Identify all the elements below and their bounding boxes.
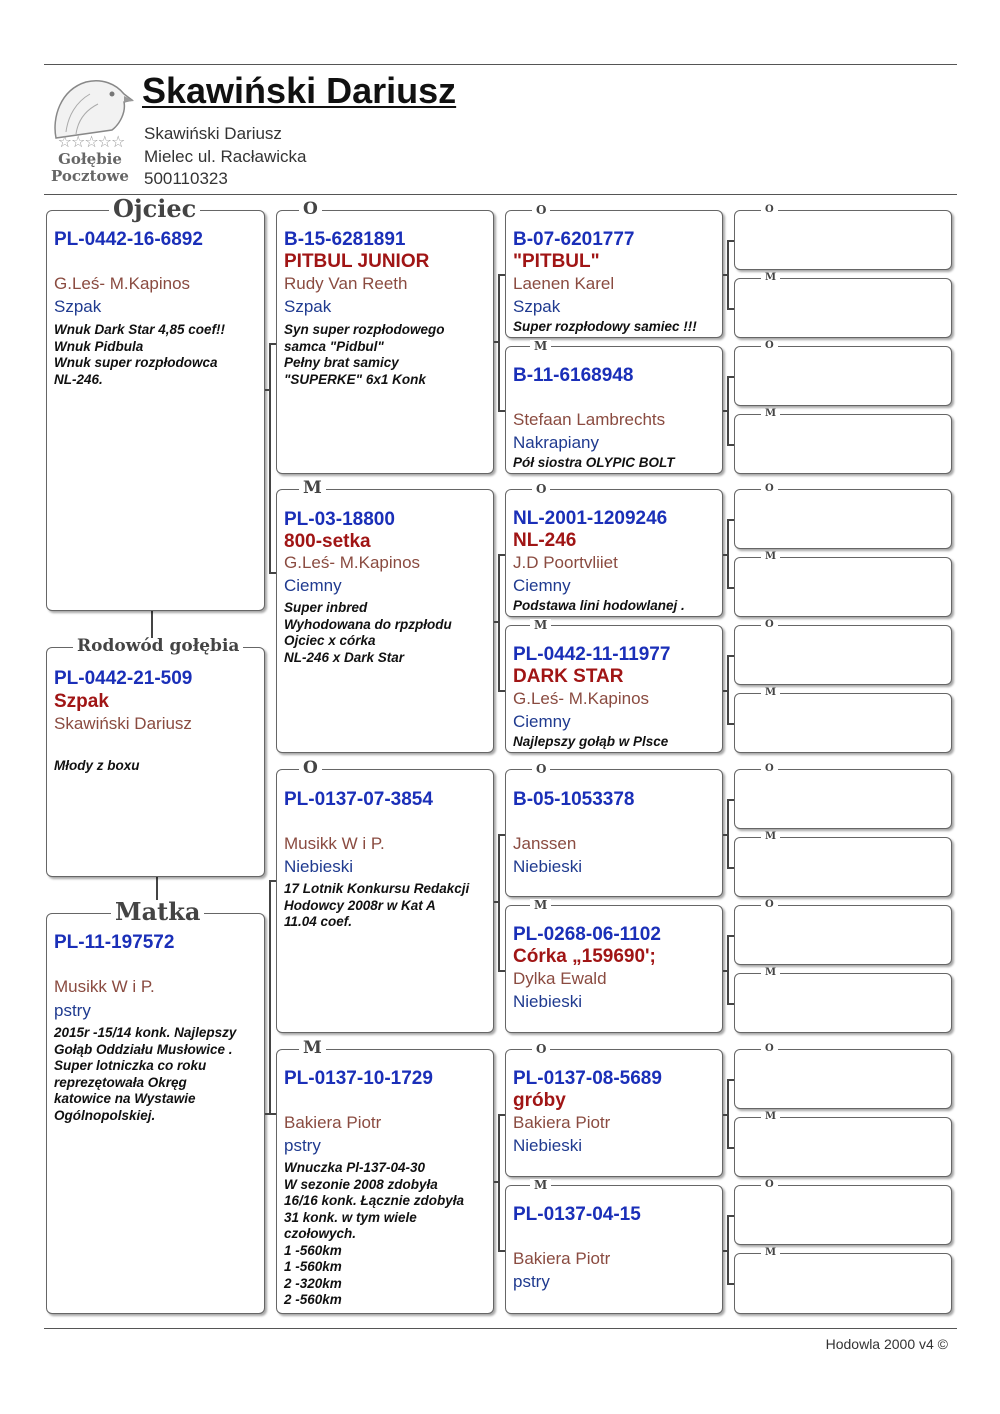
sire-label: O bbox=[299, 201, 322, 218]
pigeon-name: NL-246 bbox=[513, 530, 577, 551]
pigeon-name: Szpak bbox=[54, 691, 109, 712]
great-grandparent-card[interactable] bbox=[505, 762, 723, 897]
connector bbox=[727, 308, 734, 310]
sire-label: O bbox=[532, 483, 550, 495]
sire-label: O bbox=[761, 1180, 778, 1190]
pigeon-name: Córka „159690'; bbox=[513, 946, 656, 967]
pigeon-color: Ciemny bbox=[513, 712, 571, 731]
sire-label: O bbox=[761, 484, 778, 494]
dam-label: M bbox=[761, 273, 780, 283]
logo-text-line1: Gołębie bbox=[58, 150, 122, 168]
footer-rule bbox=[44, 1328, 957, 1329]
breeder: J.D Poortvliiet bbox=[513, 553, 618, 572]
connector bbox=[498, 554, 505, 556]
connector bbox=[498, 1114, 505, 1116]
notes bbox=[54, 1025, 260, 1124]
connector bbox=[269, 343, 276, 345]
pigeon-color: Niebieski bbox=[513, 992, 582, 1011]
breeder: Skawiński Dariusz bbox=[54, 714, 192, 733]
dam-label: M bbox=[299, 1040, 326, 1057]
dam-label: M bbox=[530, 619, 551, 631]
note-line: 17 Lotnik Konkursu Redakcji bbox=[284, 881, 470, 896]
sire-label: O bbox=[761, 764, 778, 774]
empty-ancestor-card[interactable] bbox=[734, 483, 952, 549]
logo-text-line2: Pocztowe bbox=[51, 167, 129, 185]
ring-number: B-15-6281891 bbox=[284, 229, 406, 250]
pigeon-color: Szpak bbox=[284, 297, 332, 316]
empty-ancestor-card[interactable] bbox=[734, 831, 952, 897]
breeder: Musikk W i P. bbox=[284, 834, 385, 853]
pigeon-color: Szpak bbox=[513, 297, 561, 316]
empty-ancestor-card[interactable] bbox=[734, 1043, 952, 1109]
footer-text: Hodowla 2000 v4 © bbox=[825, 1336, 948, 1352]
connector bbox=[498, 274, 505, 276]
connector bbox=[727, 1283, 734, 1285]
dam-label: M bbox=[761, 409, 780, 419]
note-line: Gołąb Oddziału Musłowice . bbox=[54, 1041, 233, 1057]
notes bbox=[284, 322, 489, 388]
connector bbox=[727, 444, 734, 446]
sire-label: O bbox=[761, 1044, 778, 1054]
note-line: Wnuk Dark Star 4,85 coef!! bbox=[54, 322, 226, 337]
connector bbox=[269, 880, 271, 1113]
connector bbox=[727, 1079, 734, 1081]
sire-label: O bbox=[761, 620, 778, 630]
notes bbox=[284, 600, 489, 666]
connector bbox=[727, 519, 729, 588]
note-line: 31 konk. w tym wiele bbox=[284, 1209, 417, 1225]
note-line: Pół siostra OLYPIC BOLT bbox=[513, 455, 675, 470]
connector bbox=[727, 655, 729, 724]
pedigree-label: Rodowód gołębia bbox=[73, 638, 243, 655]
top-rule bbox=[44, 64, 957, 65]
empty-ancestor-card[interactable] bbox=[734, 408, 952, 474]
father-label: Ojciec bbox=[109, 197, 200, 221]
great-grandparent-card[interactable] bbox=[505, 618, 723, 753]
breeder: Laenen Karel bbox=[513, 274, 615, 293]
empty-ancestor-card[interactable] bbox=[734, 687, 952, 753]
connector bbox=[498, 834, 505, 836]
empty-ancestor-card[interactable] bbox=[734, 204, 952, 270]
connector bbox=[498, 554, 500, 691]
ring-number: PL-0137-10-1729 bbox=[284, 1068, 433, 1089]
note-line: W sezonie 2008 zdobyła bbox=[284, 1176, 438, 1192]
ring-number: PL-03-18800 bbox=[284, 509, 395, 530]
ring-number: NL-2001-1209246 bbox=[513, 508, 668, 529]
note-line: Młody z boxu bbox=[54, 758, 140, 773]
pigeon-name: DARK STAR bbox=[513, 666, 624, 687]
mother-card[interactable] bbox=[46, 897, 265, 1314]
connector bbox=[727, 1003, 734, 1005]
connector bbox=[727, 935, 734, 937]
note-line: Super rozpłodowy samiec !!! bbox=[513, 319, 697, 334]
note-line: Wnuk super rozpłodowca bbox=[54, 355, 218, 370]
empty-ancestor-card[interactable] bbox=[734, 1111, 952, 1177]
grandsire-maternal-card[interactable] bbox=[276, 758, 494, 1033]
connector bbox=[727, 1215, 734, 1217]
connector bbox=[727, 799, 729, 868]
note-line: 11.04 coef. bbox=[284, 914, 353, 929]
note-line: 1 -560km bbox=[284, 1259, 342, 1274]
pigeon-color: Niebieski bbox=[513, 857, 582, 876]
pigeon-color: Nakrapiany bbox=[513, 433, 599, 452]
empty-ancestor-card[interactable] bbox=[734, 619, 952, 685]
sire-label: O bbox=[532, 763, 550, 775]
pigeon-color: Niebieski bbox=[284, 857, 353, 876]
sire-label: O bbox=[532, 1043, 550, 1055]
page-title: Skawiński Dariusz bbox=[142, 70, 457, 111]
empty-ancestor-card[interactable] bbox=[734, 1247, 952, 1314]
connector bbox=[727, 867, 734, 869]
sire-label: O bbox=[761, 341, 778, 351]
breeder: Janssen bbox=[513, 834, 577, 853]
dam-label: M bbox=[299, 480, 326, 497]
pigeon-name: PITBUL JUNIOR bbox=[284, 251, 430, 272]
dam-label: M bbox=[761, 968, 780, 978]
breeder: Stefaan Lambrechts bbox=[513, 410, 666, 429]
breeder: G.Leś- M.Kapinos bbox=[513, 689, 650, 708]
breeder: Musikk W i P. bbox=[54, 977, 155, 996]
great-grandparent-card[interactable] bbox=[505, 482, 723, 617]
pigeon-color: Ciemny bbox=[513, 576, 571, 595]
breeder: Bakiera Piotr bbox=[513, 1249, 611, 1268]
pigeon-color: pstry bbox=[284, 1136, 321, 1155]
owner-number: 500110323 bbox=[144, 169, 228, 188]
subject-card[interactable] bbox=[46, 636, 265, 877]
note-line: Wnuczka Pl-137-04-30 bbox=[284, 1160, 426, 1175]
pigeon-color: Szpak bbox=[54, 297, 102, 316]
connector bbox=[269, 572, 276, 574]
empty-ancestor-card[interactable] bbox=[734, 340, 952, 406]
sire-label: O bbox=[761, 900, 778, 910]
connector bbox=[727, 1079, 729, 1148]
dam-label: M bbox=[530, 340, 551, 352]
note-line: 2015r -15/14 konk. Najlepszy bbox=[54, 1025, 237, 1040]
note-line: Pełny brat samicy bbox=[284, 355, 399, 370]
notes bbox=[54, 758, 260, 775]
connector bbox=[727, 799, 734, 801]
pigeon-color: Niebieski bbox=[513, 1136, 582, 1155]
father-card[interactable] bbox=[46, 194, 265, 611]
empty-ancestor-card[interactable] bbox=[734, 272, 952, 338]
connector bbox=[727, 1215, 729, 1284]
empty-ancestor-card[interactable] bbox=[734, 1179, 952, 1245]
granddam-paternal-card[interactable] bbox=[276, 478, 494, 753]
connector bbox=[727, 519, 734, 521]
connector bbox=[727, 655, 734, 657]
connector bbox=[727, 1147, 734, 1149]
note-line: 16/16 konk. Łącznie zdobyła bbox=[284, 1193, 465, 1208]
dam-label: M bbox=[761, 1112, 780, 1122]
owner-address: Mielec ul. Racławicka bbox=[144, 147, 307, 166]
connector bbox=[727, 376, 729, 445]
owner-name: Skawiński Dariusz bbox=[144, 124, 282, 143]
ring-number: PL-0137-04-15 bbox=[513, 1204, 641, 1225]
note-line: 1 -560km bbox=[284, 1242, 342, 1258]
breeder: Rudy Van Reeth bbox=[284, 274, 408, 293]
pigeon-color: pstry bbox=[54, 1001, 91, 1020]
connector bbox=[727, 240, 729, 309]
connector bbox=[498, 274, 500, 411]
ring-number: PL-0442-11-11977 bbox=[513, 644, 671, 665]
dam-label: M bbox=[761, 552, 780, 562]
connector bbox=[498, 1250, 505, 1252]
connector bbox=[269, 880, 276, 882]
note-line: "SUPERKE" 6x1 Konk bbox=[284, 371, 426, 387]
breeder: G.Leś- M.Kapinos bbox=[54, 274, 191, 293]
dam-label: M bbox=[761, 688, 780, 698]
connector bbox=[498, 834, 500, 971]
dam-label: M bbox=[530, 1179, 551, 1191]
ring-number: PL-11-197572 bbox=[54, 932, 175, 953]
empty-ancestor-card[interactable] bbox=[734, 763, 952, 829]
pigeon-name: "PITBUL" bbox=[513, 251, 600, 272]
ring-number: B-07-6201777 bbox=[513, 229, 635, 250]
dam-label: M bbox=[530, 899, 551, 911]
ring-number: PL-0442-21-509 bbox=[54, 668, 193, 689]
note-line: Ojciec x córka bbox=[284, 633, 376, 648]
connector bbox=[498, 970, 505, 972]
pigeon-name: gróby bbox=[513, 1090, 566, 1111]
connector bbox=[498, 1114, 500, 1251]
connector bbox=[269, 1113, 276, 1115]
great-grandparent-card[interactable] bbox=[505, 339, 723, 474]
great-grandparent-card[interactable] bbox=[505, 898, 723, 1033]
note-line: Najlepszy gołąb w Plsce bbox=[513, 734, 669, 749]
empty-ancestor-card[interactable] bbox=[734, 967, 952, 1033]
breeder: Bakiera Piotr bbox=[513, 1113, 611, 1132]
mother-label: Matka bbox=[111, 900, 204, 924]
great-grandparent-card[interactable] bbox=[505, 203, 723, 338]
note-line: NL-246 x Dark Star bbox=[284, 649, 405, 665]
connector bbox=[727, 587, 734, 589]
note-line: Syn super rozpłodowego bbox=[284, 322, 445, 337]
note-line: Wyhodowana do rpzpłodu bbox=[284, 616, 452, 632]
pigeon-color: Ciemny bbox=[284, 576, 342, 595]
pigeon-name: 800-setka bbox=[284, 531, 371, 552]
connector bbox=[269, 343, 271, 573]
stars-row: ☆☆☆☆☆ bbox=[57, 134, 125, 151]
note-line: NL-246. bbox=[54, 371, 103, 387]
connector bbox=[727, 376, 734, 378]
grandsire-paternal-card[interactable] bbox=[276, 199, 494, 474]
notes bbox=[54, 322, 260, 388]
pigeon-color: pstry bbox=[513, 1272, 550, 1291]
connector bbox=[727, 240, 734, 242]
note-line: 2 -560km bbox=[284, 1292, 342, 1307]
note-line: Super lotniczka co roku bbox=[54, 1058, 207, 1073]
great-grandparent-card[interactable] bbox=[505, 1042, 723, 1177]
note-line: 2 -320km bbox=[284, 1275, 342, 1291]
connector bbox=[498, 410, 505, 412]
sire-label: O bbox=[761, 205, 778, 215]
notes bbox=[284, 881, 489, 931]
ring-number: PL-0137-08-5689 bbox=[513, 1068, 662, 1089]
dam-label: M bbox=[761, 1248, 780, 1258]
note-line: Wnuk Pidbula bbox=[54, 338, 144, 354]
breeder: Bakiera Piotr bbox=[284, 1113, 382, 1132]
note-line: Super inbred bbox=[284, 600, 368, 615]
empty-ancestor-card[interactable] bbox=[734, 899, 952, 965]
connector bbox=[498, 690, 505, 692]
connector bbox=[727, 935, 729, 1004]
breeder: Dylka Ewald bbox=[513, 969, 607, 988]
empty-ancestor-card[interactable] bbox=[734, 551, 952, 617]
note-line: katowice na Wystawie bbox=[54, 1091, 196, 1106]
note-line: Hodowcy 2008r w Kat A bbox=[284, 897, 436, 913]
ring-number: PL-0268-06-1102 bbox=[513, 924, 661, 945]
note-line: Podstawa lini hodowlanej . bbox=[513, 598, 685, 613]
notes bbox=[284, 1160, 489, 1309]
granddam-maternal-card[interactable] bbox=[276, 1038, 494, 1314]
ring-number: PL-0442-16-6892 bbox=[54, 229, 203, 250]
connector bbox=[727, 723, 734, 725]
ring-number: PL-0137-07-3854 bbox=[284, 789, 433, 810]
ring-number: B-11-6168948 bbox=[513, 365, 634, 386]
sire-label: O bbox=[299, 760, 322, 777]
note-line: reprezętowała Okręg bbox=[54, 1074, 187, 1090]
note-line: czołowych. bbox=[284, 1226, 357, 1241]
breeder: G.Leś- M.Kapinos bbox=[284, 553, 421, 572]
dam-label: M bbox=[761, 832, 780, 842]
great-grandparent-card[interactable] bbox=[505, 1178, 723, 1314]
sire-label: O bbox=[532, 204, 550, 216]
ring-number: B-05-1053378 bbox=[513, 789, 635, 810]
note-line: Ogólnopolskiej. bbox=[54, 1107, 156, 1123]
note-line: samca "Pidbul" bbox=[284, 338, 384, 354]
